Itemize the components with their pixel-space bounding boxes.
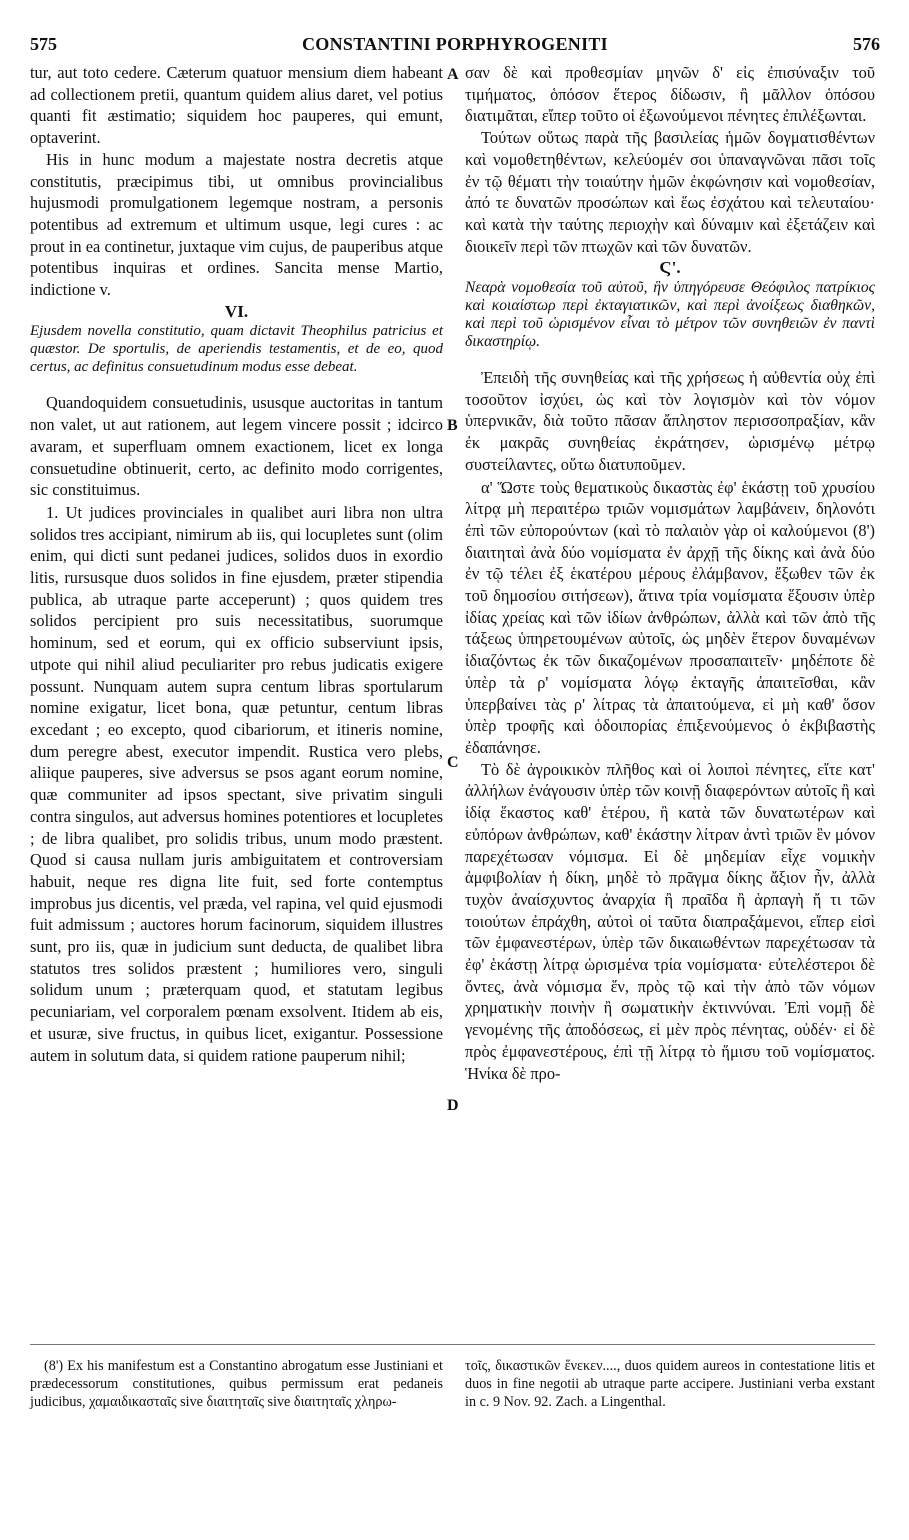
footnote-left-text: (8') Ex his manifestum est a Constantino abrogatum esse Justiniani et prædecessorum constitutiones, quibus permissum erat pedaneis judicibus, χαμαιδικασταῖς sive διαιτηταῖς sive διαιτηταῖς χληρω- <box>30 1358 443 1410</box>
latin-paragraph-4: 1. Ut judices provinciales in qualibet auri libra non ultra solidos tres accipiant, nimirum ab iis, qui locupletes sunt (olim enim, qui dicti sunt pedanei judices, solidos duos in exordio litis, rursusque duos solidos in fine ejusdem, præter stipendia publica, ab utraque parte acceperunt) ; quos quidem tres solidos percipient pro suis necessitatibus, suorumque hominum, sed et eorum, qui ex officio subserviunt ipsis, utpote qui nihil aliud peculiariter pro rebus judicatis exigere possunt. Nunquam autem supra centum libras sportularum nomine exigatur, licet bona, quæ petuntur, centum libras excedant ; eo excepto, quod cibariorum, et itineris nomine, dum peregre abest, executor impendit. Rustica vero plebs, aliique pauperes, sive adversus se psos agant eorum nomine, quæ communiter ad ipsos spectant, sive privatim singuli contra singulos, aut adversus homines potentiores et locupletes ; de libra qualibet, pro solidis tribus, unum modo præstent. Quod si causa nullam juris ambiguitatem et controversiam habuit, neque res digna lite fuit, sed forte contemptus improbus jus dicentis, vel præda, vel rapina, vel quid ejusmodi fuit admissum ; auctores horum facinorum, siquidem illustres sunt, pro iis, quæ in judicium sunt deducta, de qualibet libra statutos tres solidos præstent ; humiliores vero, singuli solidum unum ; præterquam quod, et statutam legibus pecuniariam, vel corporalem pœnam exsolvent. Itidem ab eis, et usuræ, sive fructus, in quibus licet, exigantur. Possessione autem in solutum data, si quidem ratione pauperum nihil; <box>30 502 443 1065</box>
margin-letter-d: D <box>447 1097 459 1114</box>
greek-paragraph-4: α' Ὥστε τοὺς θεματικοὺς δικαστὰς ἐφ' ἑκάστῃ τοῦ χρυσίου λίτρᾳ μὴ περαιτέρω τριῶν νομισμάτων λαμβάνειν, δηλονότι ἐπὶ τῶν εὐπορούντων (καὶ τὸ παλαιὸν γὰρ οἱ καλούμενοι (8') διαιτηταὶ ἀνὰ δύο νομίσματα ἐν ἀρχῇ τῆς δίκης καὶ ἀνὰ δύο ἐν τῷ τέλει ἐξ ἑκατέρου μέρους ἐλάμβανον, ἔξωθεν τῶν ἐκ τοῦ δημοσίου σιτήσεων), ἅτινα τρία νομίσματα ἕξουσιν ὑπὲρ ἰδίας χρείας καὶ τῶν ἰδίων ἀνθρώπων, ἀλλὰ καὶ τῶν ἀπὸ τῆς τάξεως ὑπηρετουμένων αὐτοῖς, ὡς μηδὲν ἕτερον δυναμένων ἰδιαζόντως ἐκ τῶν δικαζομένων προσαπαιτεῖν· μηδέποτε δὲ ὑπὲρ τὰ ρ' νομίσματα λόγῳ ἐκταγῆς ἀπαιτεῖσθαι, κἂν ὑπερβαίνει τὰς ρ' λίτρας τὰ ἀπαιτούμενα, εἰ μὴ καθ' ὅσον ὑπὲρ τροφῆς καὶ ὁδοιπορίας ἐπιξενούμενος ὁ ἐκβιβαστὴς ἐδαπάνησε. <box>465 477 875 757</box>
running-title: CONSTANTINI PORPHYROGENITI <box>301 34 608 54</box>
margin-letter-c: C <box>447 754 459 771</box>
footnote-right-text: τοῖς, δικαστικῶν ἕνεκεν...., duos quidem aureos in contestatione litis et duos in fine negotii ab utraque parte accipere. Justiniani verba exstant in c. 9 Nov. 92. Zach. a Lingenthal. <box>465 1358 875 1410</box>
page-number-left: 575 <box>30 34 57 54</box>
latin-paragraph-3: Quandoquidem consuetudinis, ususque auctoritas in tantum non valet, ut aut rationem, aut legem vincere possit ; idcirco avaram, et superfluam omnem exactionem, licet ex longa consuetudine obtinuerit, certo, ac definito modo corrigentes, sic constituimus. <box>30 393 443 500</box>
latin-paragraph-1: tur, aut toto cedere. Cæterum quatuor mensium diem habeant ad collectionem pretii, quantum quidem alius daret, vel potius quanti fit æstimatio; siquidem hoc pauperes, qui emunt, optaverint. <box>30 63 443 148</box>
greek-column <box>465 62 875 1084</box>
footnote-left <box>30 1358 443 1411</box>
latin-section-heading: VI. <box>224 301 249 321</box>
margin-letter-b: B <box>447 417 458 434</box>
running-header <box>30 34 880 58</box>
greek-paragraph-3: Ἐπειδὴ τῆς συνηθείας καὶ τῆς χρήσεως ἡ αὐθεντία οὐχ ἐπὶ τοσοῦτον ἰσχύει, ὡς καὶ τὸν λογισμὸν καὶ τὸν νόμον ὑπερνικᾶν, διὰ τοῦτο πᾶσαν ἄπληστον περισσοπραξίαν, κἂν ἐκ μακρᾶς συνηθείας ἐκράτησεν, ὡρισμένῳ μέτρῳ συστείλαντες, οὕτω διατυποῦμεν. <box>465 368 875 474</box>
page-number-right: 576 <box>853 34 880 54</box>
footnote-right <box>465 1358 875 1411</box>
greek-paragraph-2: Τούτων οὕτως παρὰ τῆς βασιλείας ἡμῶν δογματισθέντων καὶ νομοθετηθέντων, κελεύομέν σοι ὑπαναγνῶναι πᾶσι τοῖς ἐν τῷ θέματι τὴν τοιαύτην ἡμῶν ἐκφώνησιν καὶ νομοθεσίαν, ἀπό τε δυνατῶν προσώπων καὶ ἕως ἐσχάτου καὶ τελευταίου· καὶ κατὰ τὴν ταύτης περιοχὴν καὶ δύναμιν καὶ ἐξετάζειν καὶ διοικεῖν περὶ τῶν πτωχῶν καὶ τῶν δυνατῶν. <box>465 128 875 256</box>
latin-column <box>30 62 443 1066</box>
latin-paragraph-2: His in hunc modum a majestate nostra decretis atque constitutis, præcipimus tibi, ut omnibus provincialibus hujusmodi promulgationem legemque nostram, a personis potentibus ad extremum et ultimum usque, legi cures : ac prout in ea continetur, juxtaque vim cujus, de pauperibus atque potentibus inquiras et ordines. Sancita mense Martio, indictione v. <box>30 149 443 300</box>
greek-paragraph-1: σαν δὲ καὶ προθεσμίαν μηνῶν δ' εἰς ἐπισύναξιν τοῦ τιμήματος, ὁπόσον ἕτερος δίδωσιν, ἢ μᾶλλον ὁπόσου διατιμᾶται, εἴπερ τοῦτο οἱ ἐξωνούμενοι πένητες ἐπιλέξωνται. <box>465 63 875 126</box>
latin-rubric: Ejusdem novella constitutio, quam dictavit Theophilus patricius et quæstor. De sportulis, de aperiendis testamentis, et de eo, quod certus, ac definitus consuetudinum modus esse debeat. <box>30 323 443 376</box>
margin-letter-a: A <box>447 66 459 83</box>
greek-paragraph-5: Τὸ δὲ ἀγροικικὸν πλῆθος καὶ οἱ λοιποὶ πένητες, εἴτε κατ' ἀλλήλων ἐνάγουσιν ὑπὲρ τῶν κοινῇ διαφερόντων αὐτοῖς ἢ καὶ ἰδίᾳ ἕκαστος καθ' ἑτέρου, ἢ κατὰ τῶν δυνατωτέρων καὶ εὐπόρων ἀνθρώπων, καθ' ἑκάστην λίτραν ἀντὶ τριῶν ἓν μόνον παρεχέτωσαν νόμισμα. Εἰ δὲ μηδεμίαν εἶχε νομικὴν ἀμφιβολίαν ἡ δίκη, μηδὲ τὸ πρᾶγμα δίκης ἄξιον ἦν, ἀλλὰ τυχὸν ἀναίσχυντος ἀναρχία ἢ πραῖδα ἢ ἁρπαγὴ ἤ τι τῶν τοιούτων ἐπράχθη, αὐτοὶ οἱ ταῦτα διαπραξάμενοι, εἴπερ εἰσὶ τῶν ἐμφανεστέρων, ὑπὲρ τῶν δικαιωθέντων παρεχέτωσαν τὰ ἐφ' ἑκάστῃ λίτρᾳ ὡρισμένα τρία νομίσματα· εὐτελέστεροι δὲ ὄντες, ἀνὰ νόμισμα ἕν, πρὸς τῷ καὶ τὴν ἀπὸ τῶν νόμων χρηματικὴν ποινὴν ἢ σωματικὴν ἐκτιννύναι. Ἐπὶ νομῇ δὲ γενομένης τῆς ἀποδόσεως, εἰ μὲν πρὸς πένητας, οὐδέν· εἰ δὲ πρὸς ἐμφανεστέρους, ἐπὶ τῇ λίτρᾳ τὸ ἥμισυ τοῦ νομίσματος. Ἡνίκα δὲ προ- <box>465 759 875 1083</box>
greek-rubric: Νεαρὰ νομοθεσία τοῦ αὐτοῦ, ἣν ὑπηγόρευσε Θεόφιλος πατρίκιος καὶ κοιαίστωρ περὶ ἐκταγιατικῶν, καὶ περὶ ἀνοίξεως διαθηκῶν, καὶ περὶ τοῦ ὡρισμένον εἶναι τὸ μέτρον τῶν συνηθειῶν ἐν παντὶ δικαστηρίῳ. <box>465 279 875 351</box>
footnote-rule <box>30 1344 875 1345</box>
greek-section-heading: Ϛ'. <box>659 258 681 278</box>
